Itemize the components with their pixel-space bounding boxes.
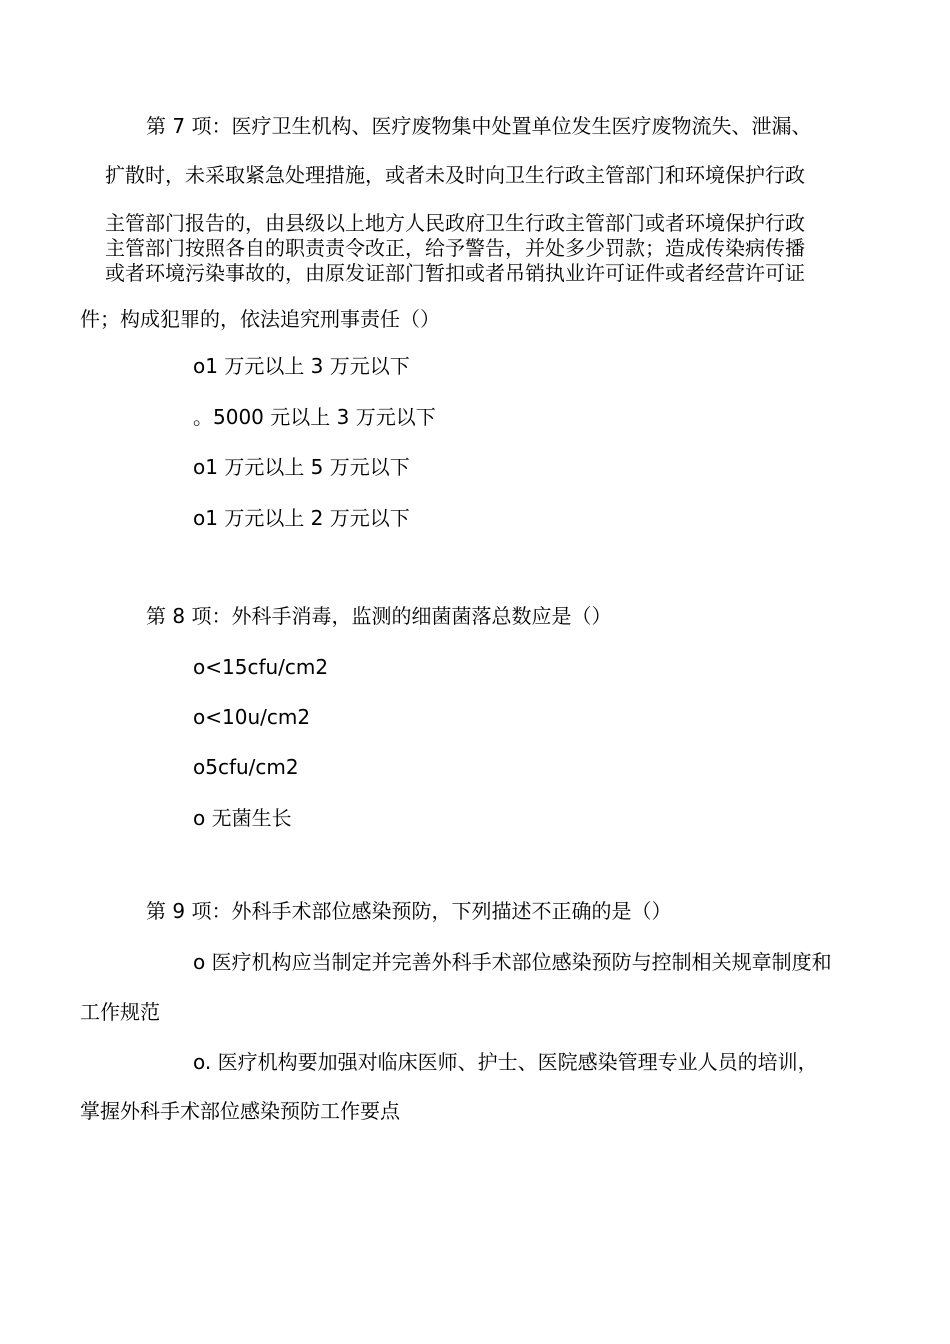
question-8-option-a[interactable]: o<15cfu/cm2 [193, 655, 329, 679]
question-7-line-5: 或者环境污染事故的，由原发证部门暂扣或者吊销执业许可证件或者经营许可证 [105, 261, 805, 285]
question-7-option-b[interactable]: 。5000 元以上 3 万元以下 [193, 405, 436, 429]
question-8-option-b[interactable]: o<10u/cm2 [193, 705, 311, 729]
question-8-option-d[interactable]: o 无菌生长 [193, 806, 292, 830]
question-9-option-a[interactable]: o 医疗机构应当制定并完善外科手术部位感染预防与控制相关规章制度和 [193, 950, 832, 974]
question-8-option-c[interactable]: o5cfu/cm2 [193, 755, 299, 779]
question-8-title: 第 8 项：外科手消毒，监测的细菌菌落总数应是（） [146, 604, 612, 628]
question-7-line-4: 主管部门按照各自的职责责令改正，给予警告，并处多少罚款；造成传染病传播 [105, 236, 805, 260]
question-7-line-6: 件；构成犯罪的，依法追究刑事责任（） [80, 307, 440, 331]
question-7-option-c[interactable]: o1 万元以上 5 万元以下 [193, 455, 410, 479]
question-7-line-3: 主管部门报告的，由县级以上地方人民政府卫生行政主管部门或者环境保护行政 [105, 211, 805, 235]
question-9-option-b-cont: 掌握外科手术部位感染预防工作要点 [80, 1099, 400, 1123]
question-7-option-a[interactable]: o1 万元以上 3 万元以下 [193, 354, 410, 378]
question-7-option-d[interactable]: o1 万元以上 2 万元以下 [193, 506, 410, 530]
question-9-option-b[interactable]: o. 医疗机构要加强对临床医师、护士、医院感染管理专业人员的培训， [193, 1050, 818, 1074]
question-9-option-a-cont: 工作规范 [80, 1000, 160, 1024]
question-9-title: 第 9 项：外科手术部位感染预防，下列描述不正确的是（） [146, 899, 672, 923]
question-7-line-1: 第 7 项：医疗卫生机构、医疗废物集中处置单位发生医疗废物流失、泄漏、 [146, 114, 812, 138]
question-7-line-2: 扩散时，未采取紧急处理措施，或者未及时向卫生行政主管部门和环境保护行政 [105, 163, 805, 187]
